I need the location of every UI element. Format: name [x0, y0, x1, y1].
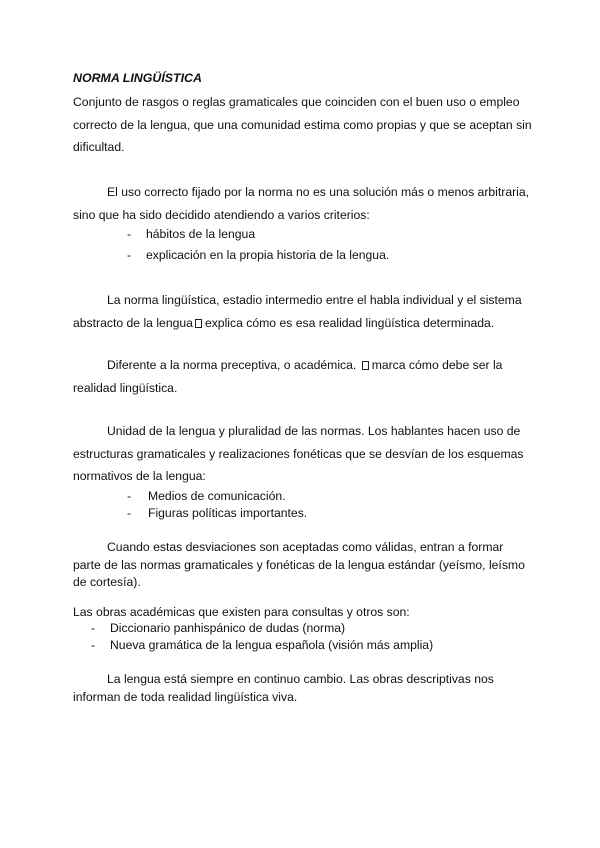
- paragraph-text: explica cómo es esa realidad lingüística determinada.: [204, 315, 495, 330]
- dash-bullet: -: [127, 489, 132, 503]
- dash-bullet: -: [127, 248, 132, 262]
- paragraph-text: Diferente a la norma preceptiva, o académica.: [107, 358, 357, 372]
- paragraph-text: Unidad de la lengua y pluralidad de las normas. Los hablantes hacen uso de estructuras gramaticales y realizaciones fonéticas que se desvían de los esquemas normativos de la lengua:: [73, 424, 524, 483]
- prescriptive-paragraph: [73, 354, 533, 399]
- paragraph-text: marca cómo debe ser la realidad lingüística.: [73, 358, 503, 395]
- page-title: NORMA LINGÜÍSTICA: [73, 71, 202, 85]
- list-item-text: hábitos de la lengua: [146, 227, 256, 241]
- criteria-paragraph-text: El uso correcto fijado por la norma no es una solución más o menos arbitraria, sino que ha sido decidido atendiendo a varios criterios:: [73, 185, 530, 222]
- paragraph-text: La norma lingüística, estadio intermedio entre el habla individual y el sistema abstracto de la lengua: [73, 293, 522, 330]
- arrow-placeholder-icon: [195, 319, 202, 328]
- dash-bullet: -: [91, 621, 96, 635]
- paragraph-text: La lengua está siempre en continuo cambio. Las obras descriptivas nos informan de toda realidad lingüística viva.: [73, 672, 494, 704]
- list-item-text: Nueva gramática de la lengua española (visión más amplia): [110, 638, 434, 652]
- list-item-text: Diccionario panhispánico de dudas (norma): [110, 621, 346, 635]
- list-item-text: explicación en la propia historia de la lengua.: [146, 248, 390, 262]
- dash-bullet: -: [91, 638, 96, 652]
- arrow-placeholder-icon: [362, 361, 369, 370]
- norm-definition-paragraph: [73, 289, 533, 334]
- dash-bullet: -: [127, 506, 132, 520]
- works-intro-paragraph: Las obras académicas que existen para consultas y otros son:: [73, 605, 410, 619]
- intro-paragraph: Conjunto de rasgos o reglas gramaticales que coinciden con el buen uso o empleo correcto de la lengua, que una comunidad estima como propias y que se aceptan sin dificultad.: [73, 95, 532, 154]
- paragraph-text: Cuando estas desviaciones son aceptadas como válidas, entran a formar parte de las normas gramaticales y fonéticas de la lengua estándar (yeísmo, leísmo de cortesía).: [73, 540, 525, 589]
- list-item-text: Medios de comunicación.: [148, 489, 286, 503]
- criteria-paragraph: [73, 181, 533, 226]
- list-item-text: Figuras políticas importantes.: [148, 506, 308, 520]
- deviations-paragraph: [73, 539, 533, 592]
- change-paragraph: [73, 671, 533, 706]
- dash-bullet: -: [127, 227, 132, 241]
- unity-paragraph: [73, 420, 533, 488]
